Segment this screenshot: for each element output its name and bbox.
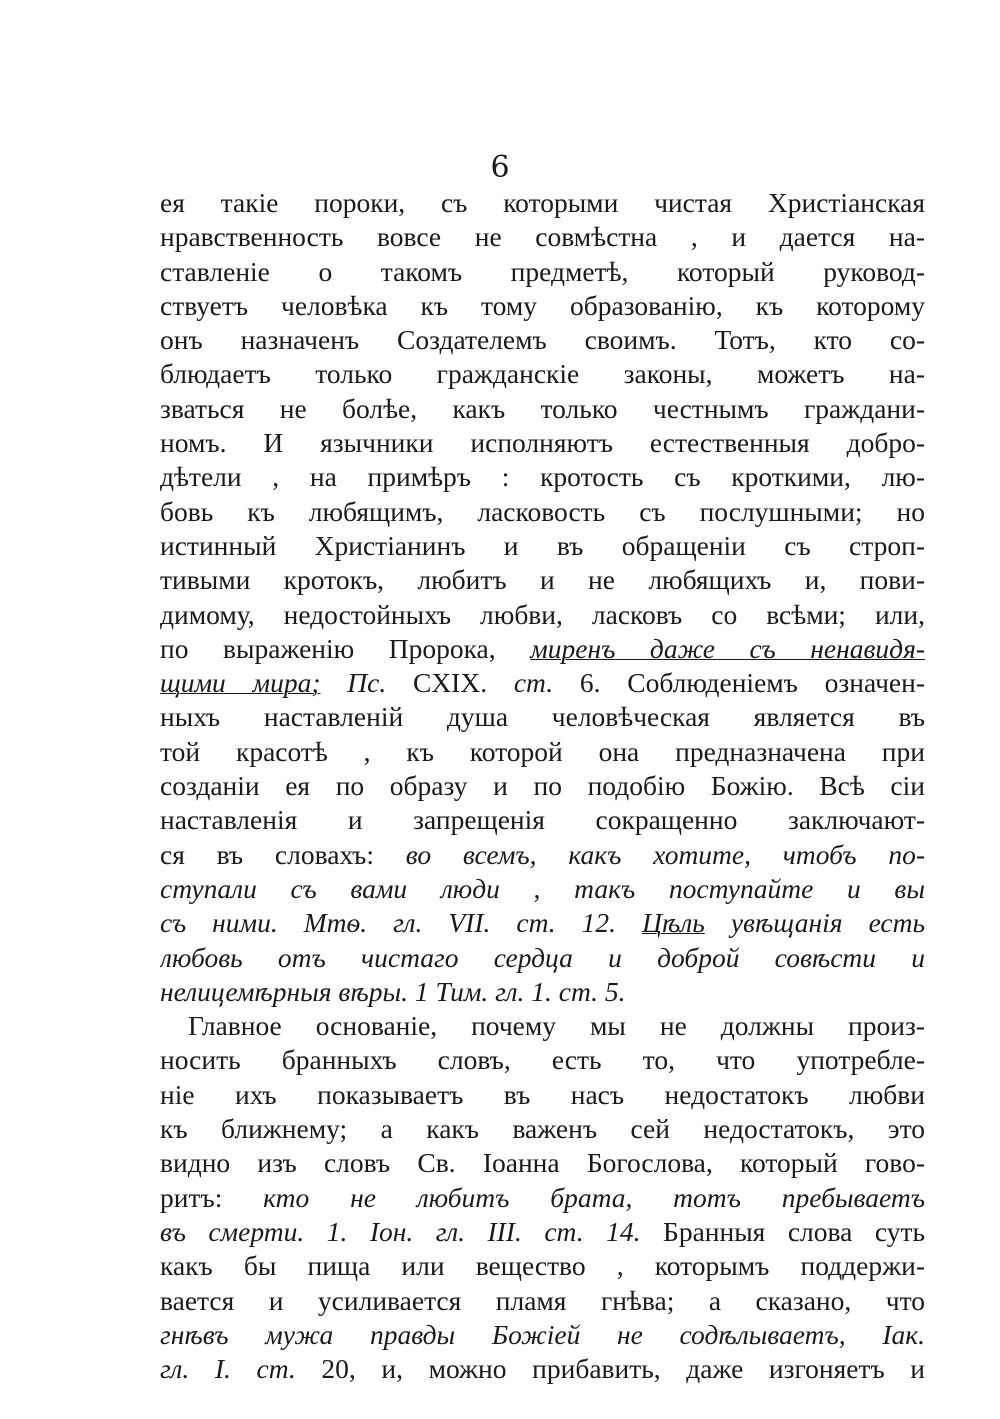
text-segment: вается и усиливается пламя гнѣва; а сказано, что xyxy=(160,1284,925,1316)
text-line xyxy=(160,460,925,494)
text-line xyxy=(160,941,925,975)
text-line xyxy=(160,598,925,632)
text-segment: какъ бы пища или вещество , которымъ поддержи- xyxy=(160,1250,925,1282)
text-segment: ніе ихъ показываетъ въ насъ недостатокъ любви xyxy=(160,1078,925,1110)
text-line xyxy=(160,838,925,872)
text-segment: ступали съ вами люди , такъ поступайте и вы xyxy=(160,872,925,904)
text-line xyxy=(160,495,925,529)
text-segment: ст. xyxy=(513,667,554,699)
text-segment: ея такіе пороки, съ которыми чистая Христіанская xyxy=(160,187,925,218)
text-segment: ствуетъ человѣка къ тому образованію, къ которому xyxy=(160,289,925,321)
text-line xyxy=(160,700,925,734)
text-segment: Пс. xyxy=(347,667,387,699)
text-line xyxy=(160,1181,925,1215)
text-segment: номъ. И язычники исполняютъ естественныя добро- xyxy=(160,427,925,459)
text-segment: видно изъ словъ Св. Іоанна Богослова, который гово- xyxy=(160,1147,925,1179)
text-segment: во всемъ, какъ хотите, чтобъ по- xyxy=(405,838,925,870)
text-segment: Цѣль xyxy=(642,907,705,939)
text-line xyxy=(160,632,925,666)
text-line xyxy=(160,323,925,357)
text-line xyxy=(160,1318,925,1352)
page-number: 6 xyxy=(490,150,510,185)
text-segment: наставленія и запрещенія сокращенно заключают- xyxy=(160,804,925,836)
text-line xyxy=(160,1009,925,1043)
text-segment: нравственность вовсе не совмѣстна , и дается на- xyxy=(160,221,925,253)
text-segment: въ смерти. 1. Іон. гл. III. ст. 14. xyxy=(160,1215,641,1247)
text-segment: щими мира; xyxy=(160,667,321,699)
text-line xyxy=(160,1249,925,1283)
text-line xyxy=(160,1284,925,1318)
text-line xyxy=(160,1215,925,1249)
text-line xyxy=(160,769,925,803)
text-line xyxy=(160,529,925,563)
text-segment: кто не любитъ брата, тотъ пребываетъ xyxy=(263,1181,925,1213)
text-line xyxy=(160,906,925,940)
body-text xyxy=(160,186,925,1386)
text-segment: по выраженію Пророка, xyxy=(160,632,531,664)
text-line xyxy=(160,357,925,391)
text-segment xyxy=(321,667,348,698)
text-line xyxy=(160,975,925,1009)
text-line xyxy=(160,220,925,254)
text-segment: любовь отъ чистаго сердца и доброй совѣсти и xyxy=(160,941,925,973)
text-line xyxy=(160,1112,925,1146)
text-line xyxy=(160,1146,925,1180)
text-segment: CXIX. xyxy=(386,667,514,699)
text-segment: Бранныя слова суть xyxy=(640,1215,925,1247)
text-segment: той красотѣ , къ которой она предназначена при xyxy=(160,735,925,767)
text-segment: носить бранныхъ словъ, есть то, что употребле- xyxy=(160,1044,925,1076)
text-line xyxy=(160,255,925,289)
text-segment: ставленіе о такомъ предметѣ, который руковод- xyxy=(160,255,925,287)
text-line xyxy=(160,563,925,597)
text-line xyxy=(160,1043,925,1077)
text-segment: дѣтели , на примѣръ : кротость съ кроткими, лю- xyxy=(160,461,925,493)
text-segment: ныхъ наставленій душа человѣческая является въ xyxy=(160,701,925,733)
text-segment: Главное основаніе, почему мы не должны произ- xyxy=(188,1010,925,1042)
text-segment: 20, и, можно прибавить, даже изгоняетъ и xyxy=(295,1353,925,1385)
text-segment: гл. I. ст. xyxy=(160,1353,296,1385)
text-segment: тивыми кротокъ, любитъ и не любящихъ и, пови- xyxy=(160,564,925,596)
text-segment: ся въ словахъ: xyxy=(160,838,406,870)
text-segment: 6. Соблюденіемъ означен- xyxy=(553,667,925,699)
text-line xyxy=(160,735,925,769)
text-segment: зваться не болѣе, какъ только честнымъ граждани- xyxy=(160,392,925,424)
text-segment: увѣщанія есть xyxy=(704,907,925,939)
text-segment: созданіи ея по образу и по подобію Божію. Всѣ сіи xyxy=(160,770,925,802)
text-line xyxy=(160,1078,925,1112)
text-segment: нелицемѣрныя вѣры. 1 Тим. гл. 1. ст. 5. xyxy=(160,975,626,1007)
text-line xyxy=(160,392,925,426)
text-segment: истинный Христіанинъ и въ обращеніи съ строп- xyxy=(160,529,925,561)
text-segment: съ ними. Мтѳ. гл. VII. ст. 12. xyxy=(160,907,643,939)
text-segment: онъ назначенъ Создателемъ своимъ. Тотъ, кто со- xyxy=(160,324,925,356)
text-segment: блюдаетъ только гражданскіе законы, можетъ на- xyxy=(160,358,925,390)
text-segment: димому, недостойныхъ любви, ласковъ со всѣми; или, xyxy=(160,598,925,630)
text-line xyxy=(160,666,925,700)
text-line xyxy=(160,1352,925,1386)
text-line xyxy=(160,872,925,906)
text-line xyxy=(160,186,925,220)
text-segment: миренъ даже съ ненавидя- xyxy=(530,632,925,664)
text-segment: къ ближнему; а какъ важенъ сей недостатокъ, это xyxy=(160,1113,925,1145)
text-segment: гнѣвъ мужа правды Божіей не содѣлываетъ, Іак. xyxy=(160,1318,925,1350)
text-segment: ритъ: xyxy=(160,1181,264,1213)
text-line xyxy=(160,803,925,837)
text-segment: бовь къ любящимъ, ласковость съ послушными; но xyxy=(160,495,925,527)
text-line xyxy=(160,289,925,323)
text-line xyxy=(160,426,925,460)
